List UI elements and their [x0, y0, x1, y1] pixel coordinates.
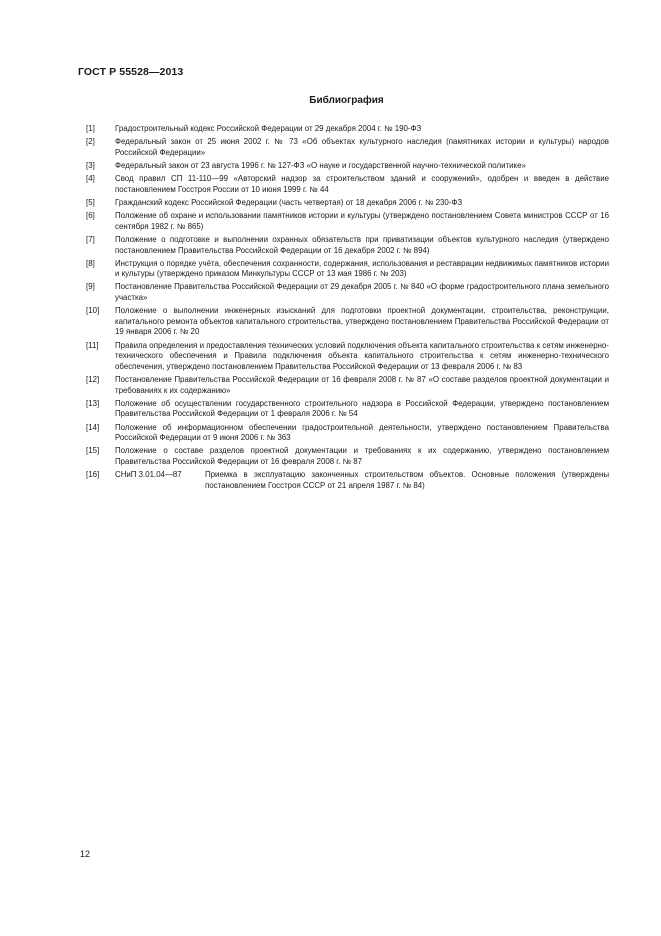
- entry-text: Федеральный закон от 25 июня 2002 г. № 73 «Об объектах культурного наследия (памятниках истории и культуры) народов Российской Федерации»: [115, 137, 609, 157]
- entry-number: [8]: [86, 258, 95, 268]
- entry-text: Свод правил СП 11-110—99 «Авторский надзор за строительством зданий и сооружений», одобрен и введен в действие постановлением Госстроя России от 10 июня 1999 г. № 44: [115, 174, 609, 194]
- entry-number: [14]: [86, 422, 100, 432]
- entry-text: Постановление Правительства Российской Федерации от 29 декабря 2005 г. № 840 «О форме градостроительного плана земельного участка»: [115, 282, 609, 303]
- bibliography-entry: [86, 124, 609, 135]
- entry-text: Положение о подготовке и выполнении охранных обязательств при приватизации объектов культурного наследия (утверждено постановлением Правительства Российской Федерации от 16 декабря 2002 г. № 894): [115, 234, 609, 255]
- bibliography-entry: [86, 211, 609, 232]
- entry-text: Инструкция о порядке учёта, обеспечения сохранности, содержания, использования и реставрации недвижимых памятников истории и культуры (утверждено приказом Минкультуры СССР от 13 мая 1986 г. № 203): [115, 258, 609, 279]
- entry-number: [11]: [86, 340, 99, 350]
- entry-text: Федеральный закон от 23 августа 1996 г. № 127-ФЗ «О науке и государственной научно-технической политике»: [115, 160, 526, 170]
- entry-number: [1]: [86, 124, 95, 133]
- bibliography-entry: [86, 235, 609, 256]
- entry-description: Приемка в эксплуатацию законченных строительством объектов. Основные положения (утверждены постановлением Госстроя СССР от 21 апреля 1987 г. № 84): [205, 470, 609, 490]
- page-number: 12: [80, 849, 91, 859]
- page-title: [0, 95, 661, 106]
- entry-text: Положение об охране и использовании памятников истории и культуры (утверждено постановлением Совета министров СССР от 16 сентября 1982 г. № 865): [115, 211, 609, 231]
- entry-number: [2]: [86, 137, 95, 147]
- entry-text: [115, 470, 609, 491]
- entry-text: Положение об осуществлении государственного строительного надзора в Российской Федерации, утверждено постановлением Правительства Российской Федерации от 1 февраля 2006 г. № 54: [115, 398, 609, 419]
- entry-number: [7]: [86, 234, 95, 244]
- document-code: ГОСТ Р 55528—2013: [78, 66, 184, 78]
- entry-number: [13]: [86, 398, 100, 408]
- bibliography-entry: [86, 282, 609, 303]
- entry-number: [4]: [86, 174, 95, 184]
- bibliography-entry: [86, 174, 609, 195]
- bibliography-entry: [86, 375, 609, 396]
- entry-text: Гражданский кодекс Российской Федерации (часть четвертая) от 18 декабря 2006 г. № 230-ФЗ: [115, 197, 463, 207]
- bibliography-entry: [86, 198, 609, 209]
- entry-text: Положение о составе разделов проектной документации и требованиях к их содержанию, утверждено постановлением Правительства Российской Федерации от 16 февраля 2008 г. № 87: [115, 446, 609, 466]
- bibliography-heading: Библиография: [309, 95, 384, 106]
- bibliography-entry: [86, 259, 609, 280]
- entry-number: [15]: [86, 446, 100, 456]
- entry-code: СНиП 3.01.04—87: [115, 470, 182, 480]
- bibliography-entry: [86, 137, 609, 158]
- entry-number: [5]: [86, 197, 95, 207]
- bibliography-entry: [86, 161, 609, 172]
- entry-number: [16]: [86, 470, 100, 480]
- entry-text: Положение о выполнении инженерных изысканий для подготовки проектной документации, строительства, реконструкции, капитального ремонта объектов капитального строительства, утверждено постановлением Правительства Российской Федерации от 19 января 2006 г. № 20: [115, 306, 609, 337]
- entry-number: [9]: [86, 282, 95, 292]
- entry-number: [6]: [86, 211, 95, 221]
- bibliography-entry: [86, 446, 609, 467]
- bibliography-entry: [86, 399, 609, 420]
- bibliography-entry: [86, 423, 609, 444]
- entry-number: [3]: [86, 160, 95, 170]
- bibliography-entry: [86, 470, 609, 491]
- entry-number: [12]: [86, 375, 100, 384]
- entry-text: Положение об информационном обеспечении градостроительной деятельности, утверждено постановлением Правительства Российской Федерации от 9 июня 2006 г. № 363: [115, 422, 609, 443]
- bibliography-list: [86, 124, 609, 494]
- entry-text: Градостроительный кодекс Российской Федерации от 29 декабря 2004 г. № 190-ФЗ: [115, 124, 422, 133]
- bibliography-entry: [86, 306, 609, 338]
- entry-number: [10]: [86, 306, 100, 316]
- bibliography-entry: [86, 341, 609, 373]
- entry-text: Постановление Правительства Российской Федерации от 16 февраля 2008 г. № 87 «О составе разделов проектной документации и требованиях к их содержанию»: [115, 375, 609, 395]
- entry-text: Правила определения и предоставления технических условий подключения объекта капитального строительства к сетям инженерно-технического обеспечения и Правила подключения объекта капитального строительства к сетям инженерно-технического обеспечения, утверждено постановлением Правительства Российской Федерации от 13 февраля 2006 г. № 83: [115, 340, 609, 371]
